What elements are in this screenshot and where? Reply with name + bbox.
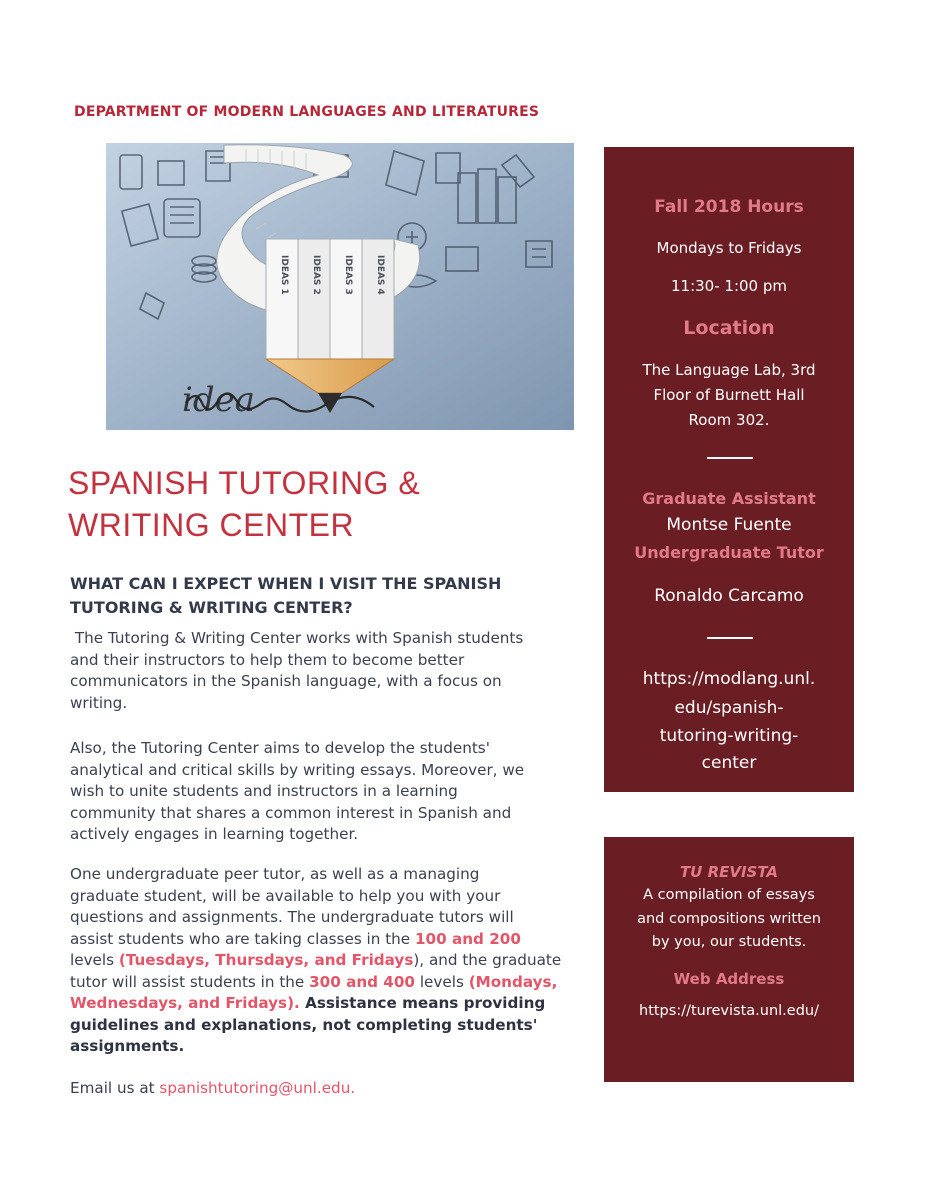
location-line-3: Room 302. bbox=[688, 411, 770, 429]
pencil-label-4: IDEAS 4 bbox=[375, 255, 385, 295]
location-line-1: The Language Lab, 3rd bbox=[642, 361, 816, 379]
text-span: levels bbox=[70, 951, 119, 969]
center-url-line-3[interactable]: tutoring-writing- bbox=[659, 726, 799, 746]
paragraph-intro bbox=[70, 628, 560, 714]
hours-panel bbox=[604, 147, 854, 792]
undergraduate-tutor-name: Ronaldo Carcamo bbox=[654, 586, 804, 606]
question-line-1: WHAT CAN I EXPECT WHEN I VISIT THE SPANISH bbox=[70, 574, 502, 593]
revista-desc-line-2: and compositions written bbox=[637, 911, 821, 927]
text-span: assist students who are taking classes in the bbox=[70, 929, 415, 948]
paragraph-line: writing. bbox=[70, 693, 128, 712]
text-span: levels bbox=[415, 972, 469, 991]
levels-300-400: 300 and 400 bbox=[309, 972, 415, 991]
paragraph-line: actively engages in learning together. bbox=[70, 825, 359, 843]
assistance-note: Assistance means providing bbox=[299, 994, 546, 1012]
paragraph-tutors bbox=[70, 864, 560, 1058]
page-title bbox=[68, 462, 568, 546]
center-url-line-4[interactable]: center bbox=[701, 753, 757, 773]
undergraduate-tutor-heading: Undergraduate Tutor bbox=[634, 543, 824, 562]
grad-days: (Mondays, bbox=[468, 972, 558, 991]
graduate-assistant-name: Montse Fuente bbox=[666, 515, 792, 535]
paragraph-line: community that shares a common interest in Spanish and bbox=[70, 803, 512, 822]
revista-heading: TU REVISTA bbox=[679, 863, 779, 881]
paragraph-line bbox=[70, 950, 560, 972]
paragraph-line: wish to unite students and instructors in a learning bbox=[70, 782, 458, 800]
hero-illustration bbox=[106, 143, 574, 430]
revista-desc-line-1: A compilation of essays bbox=[643, 887, 815, 903]
center-url-line-1[interactable]: https://modlang.unl. bbox=[642, 669, 816, 689]
assistance-note: assignments. bbox=[70, 1037, 185, 1055]
grad-days-cont: Wednesdays, and Fridays). bbox=[70, 994, 300, 1012]
paragraph-line: and their instructors to help them to become better bbox=[70, 650, 465, 669]
divider bbox=[707, 637, 753, 639]
paragraph-aims bbox=[70, 738, 560, 846]
question-line-2: TUTORING & WRITING CENTER? bbox=[70, 598, 353, 617]
levels-100-200: 100 and 200 bbox=[414, 929, 521, 948]
paragraph-line: graduate student, will be available to help you with your bbox=[70, 886, 501, 905]
revista-desc-line-3: by you, our students. bbox=[651, 934, 807, 950]
center-url-line-2[interactable]: edu/spanish- bbox=[674, 698, 784, 718]
paragraph-line bbox=[70, 972, 560, 994]
paragraph-line: The Tutoring & Writing Center works with Spanish students bbox=[70, 629, 524, 647]
paragraph-line: One undergraduate peer tutor, as well as a managing bbox=[70, 865, 480, 883]
paragraph-line: questions and assignments. The undergraduate tutors will bbox=[70, 908, 514, 926]
text-span: ), and the graduate bbox=[413, 951, 562, 969]
paragraph-line: analytical and critical skills by writing essays. Moreover, we bbox=[70, 760, 525, 779]
paragraph-line bbox=[70, 929, 560, 951]
hours-time: 11:30- 1:00 pm bbox=[671, 277, 787, 295]
handwritten-idea: idea bbox=[182, 380, 256, 420]
revista-url[interactable]: https://turevista.unl.edu/ bbox=[639, 1003, 819, 1019]
hours-heading: Fall 2018 Hours bbox=[654, 197, 804, 217]
web-address-heading: Web Address bbox=[673, 970, 785, 988]
pencil-label-2: IDEAS 2 bbox=[311, 255, 321, 295]
question-heading bbox=[70, 572, 550, 620]
email-line bbox=[70, 1078, 560, 1100]
assistance-note: guidelines and explanations, not completing students' bbox=[70, 1015, 538, 1034]
divider bbox=[707, 457, 753, 459]
hours-days: Mondays to Fridays bbox=[656, 239, 802, 257]
text-span: tutor will assist students in the bbox=[70, 972, 310, 991]
title-line-1: SPANISH TUTORING & bbox=[68, 465, 421, 501]
paragraph-line: communicators in the Spanish language, with a focus on bbox=[70, 672, 502, 690]
location-line-2: Floor of Burnett Hall bbox=[653, 386, 805, 404]
title-line-2: WRITING CENTER bbox=[68, 507, 355, 543]
revista-panel bbox=[604, 837, 854, 1082]
department-heading: DEPARTMENT OF MODERN LANGUAGES AND LITERATURES bbox=[74, 104, 540, 120]
email-link[interactable]: spanishtutoring@unl.edu. bbox=[159, 1079, 356, 1097]
graduate-assistant-heading: Graduate Assistant bbox=[642, 489, 816, 508]
pencil-label-1: IDEAS 1 bbox=[279, 255, 289, 295]
paragraph-line: Also, the Tutoring Center aims to develop the students' bbox=[70, 739, 490, 757]
paragraph-line bbox=[70, 993, 560, 1015]
email-prefix: Email us at bbox=[70, 1079, 160, 1097]
undergrad-days: (Tuesdays, Thursdays, and Fridays bbox=[118, 951, 414, 969]
location-heading: Location bbox=[683, 317, 775, 339]
pencil-label-3: IDEAS 3 bbox=[343, 255, 353, 295]
